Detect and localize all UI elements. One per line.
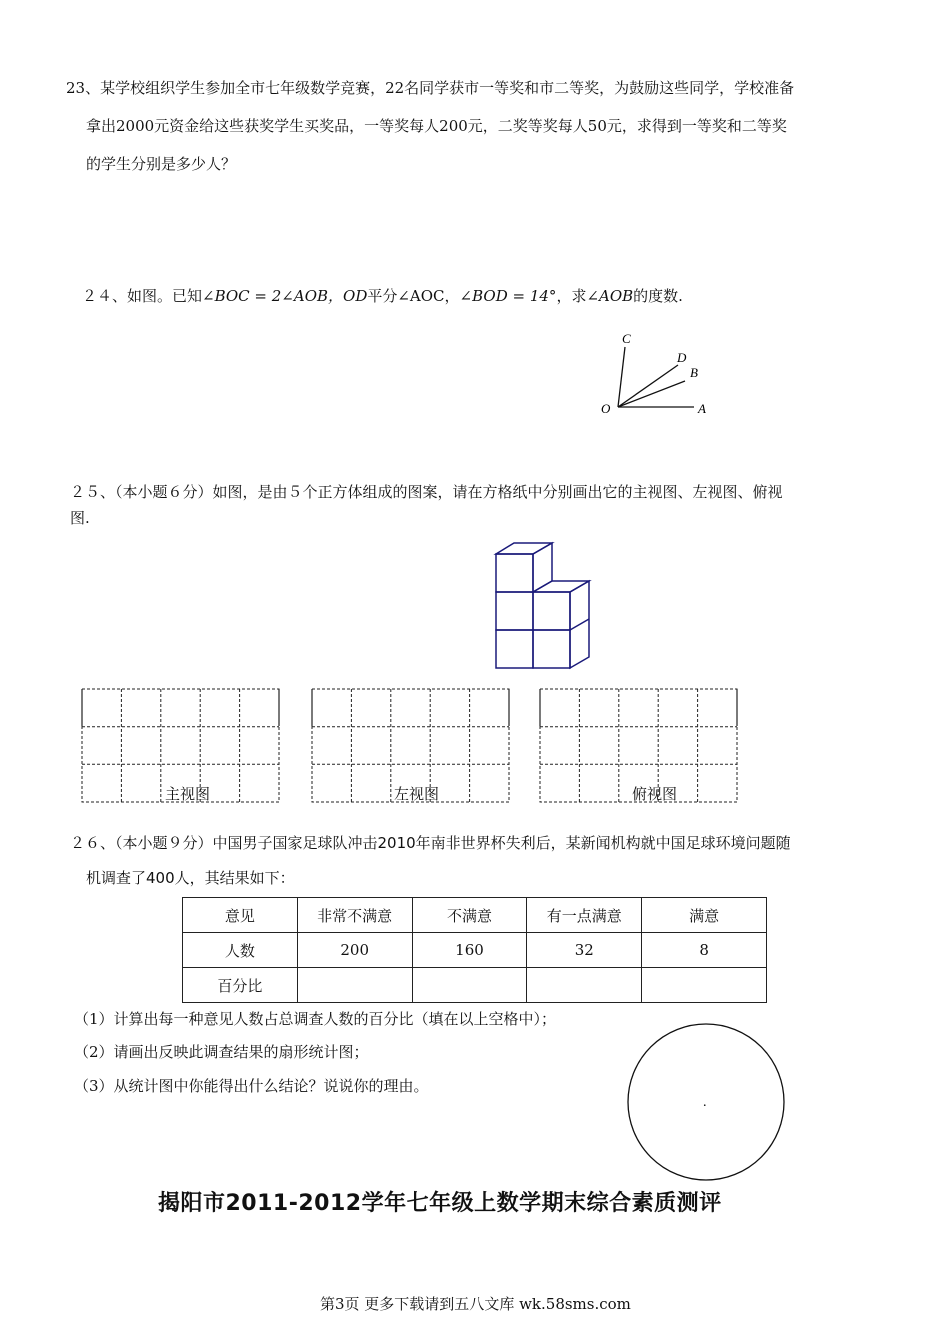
table-cell-blank[interactable] <box>412 968 527 1003</box>
q24-number: ２４、如图。已知 <box>82 287 203 305</box>
cube-right-mid <box>533 592 570 630</box>
table-cell: 160 <box>412 933 527 968</box>
ray-od <box>618 365 678 407</box>
grid-left-label: 左视图 <box>394 785 440 803</box>
table-header-cell: 非常不满意 <box>297 898 412 933</box>
q23-line-2: 拿出2000元资金给这些获奖学生买奖品，一等奖每人200元，二奖等奖每人50元，求得到一等奖和二等奖 <box>86 117 787 135</box>
circle-center-dot: . <box>703 1095 707 1110</box>
label-b: B <box>690 365 698 380</box>
grid-top-label: 俯视图 <box>632 785 678 803</box>
q26-sub-2: （2）请画出反映此调查结果的扇形统计图； <box>74 1043 369 1061</box>
cube-right-bot <box>533 630 570 668</box>
q23-line-3: 的学生分别是多少人？ <box>86 155 237 173</box>
q23-line-1: 23、某学校组织学生参加全市七年级数学竞赛，22名同学获市一等奖和市二等奖，为鼓励这些同学，学校准备 <box>66 79 795 97</box>
cube-front-mid <box>496 592 533 630</box>
pie-chart-circle[interactable] <box>624 1022 790 1182</box>
q26-sub-3: （3）从统计图中你能得出什么结论？说说你的理由。 <box>74 1077 429 1095</box>
table-header-cell: 不满意 <box>412 898 527 933</box>
q24-mid: 平分∠AOC， <box>367 287 460 305</box>
q24-tail: ，求∠ <box>556 287 600 305</box>
label-d: D <box>677 350 687 365</box>
table-row <box>183 968 767 1003</box>
table-cell: 32 <box>527 933 642 968</box>
survey-table <box>182 897 767 1003</box>
table-cell-blank[interactable] <box>527 968 642 1003</box>
page-footer: 第3页 更多下载请到五八文库 wk.58sms.com <box>320 1295 631 1313</box>
angle-figure <box>590 325 730 425</box>
table-cell: 200 <box>297 933 412 968</box>
table-cell: 人数 <box>183 933 298 968</box>
q24-text <box>82 286 683 306</box>
q26-sub-1: （1）计算出每一种意见人数占总调查人数的百分比（填在以上空格中）； <box>74 1010 557 1028</box>
ray-ob <box>618 381 685 407</box>
q24-expr1: ∠BOC = 2∠AOB， <box>202 287 344 305</box>
table-header-cell: 有一点满意 <box>527 898 642 933</box>
cube-front-bot <box>496 630 533 668</box>
page-title: 揭阳市2011-2012学年七年级上数学期末综合素质测评 <box>158 1191 722 1216</box>
table-cell: 百分比 <box>183 968 298 1003</box>
label-a: A <box>698 401 706 416</box>
q25-line-2: 图. <box>70 509 90 527</box>
label-c: C <box>622 331 631 346</box>
q26-line-2: 机调查了400人，其结果如下： <box>86 869 295 887</box>
cube-figure <box>490 540 600 675</box>
q24-expr3: ∠BOD = 14° <box>459 287 557 305</box>
table-header-cell: 意见 <box>183 898 298 933</box>
table-header-cell: 满意 <box>642 898 767 933</box>
q25-line-1: ２５、（本小题６分）如图，是由５个正方体组成的图案，请在方格纸中分别画出它的主视图、左视图、俯视 <box>70 483 783 501</box>
label-o: O <box>601 401 611 416</box>
q24-end: 的度数. <box>633 287 683 305</box>
table-cell-blank[interactable] <box>642 968 767 1003</box>
table-header-row <box>183 898 767 933</box>
table-cell: 8 <box>642 933 767 968</box>
table-cell-blank[interactable] <box>297 968 412 1003</box>
q24-expr2: OD <box>343 287 368 305</box>
q24-expr4: AOB <box>599 287 634 305</box>
q26-line-1: ２６、（本小题９分）中国男子国家足球队冲击2010年南非世界杯失利后，某新闻机构就中国足球环境问题随 <box>70 834 791 852</box>
ray-oc <box>618 347 625 407</box>
grid-front-label: 主视图 <box>165 785 211 803</box>
table-row <box>183 933 767 968</box>
cube-side-top <box>533 543 552 592</box>
cube-front-top <box>496 554 533 592</box>
